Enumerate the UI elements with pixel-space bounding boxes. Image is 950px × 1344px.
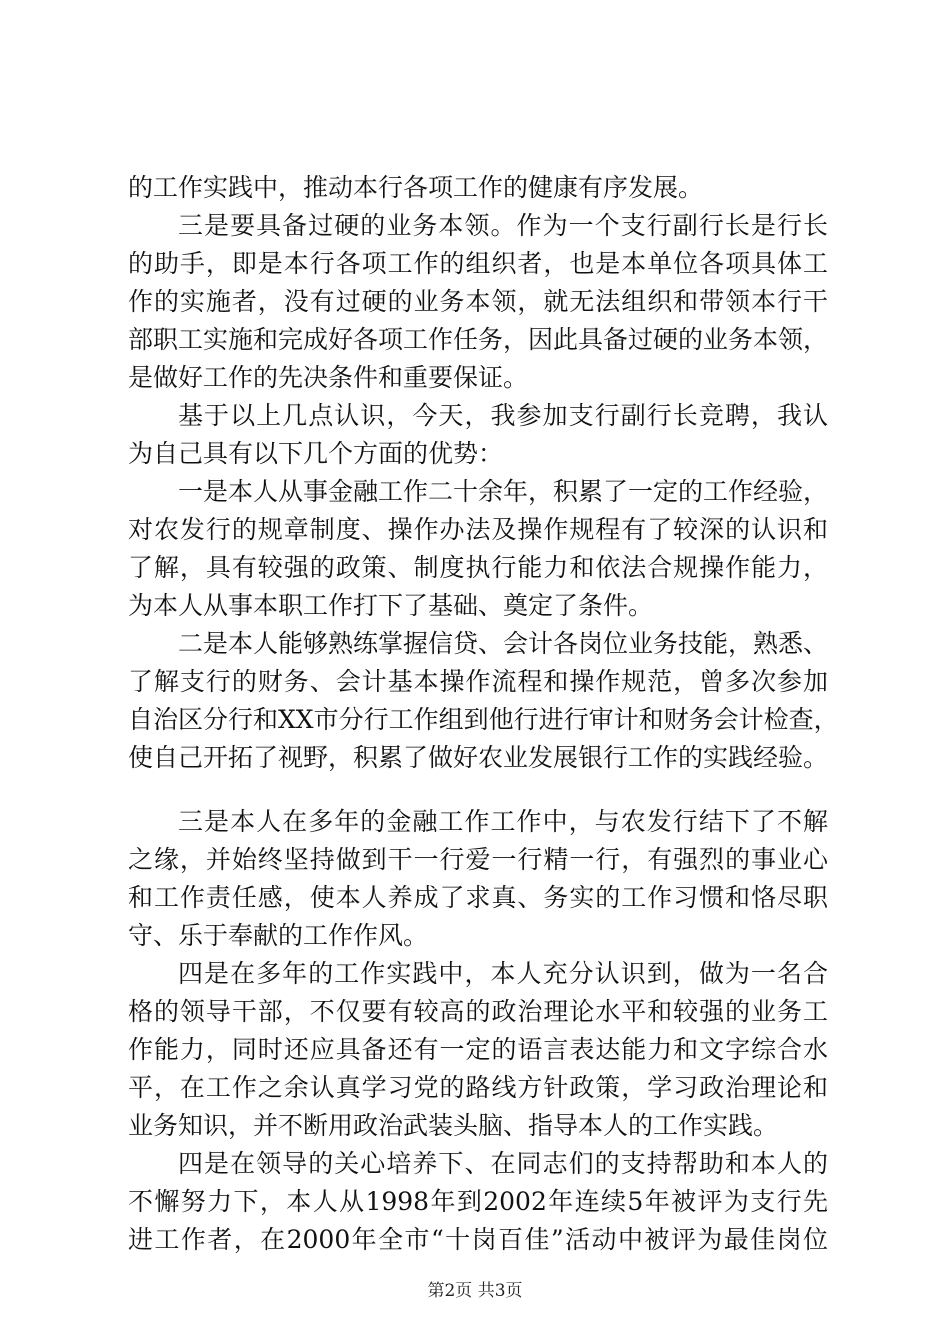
- text-line: 和工作责任感，使本人养成了求真、务实的工作习惯和恪尽职: [128, 883, 828, 912]
- text-line: 作的实施者，没有过硬的业务本领，就无法组织和带领本行干: [128, 287, 828, 316]
- text-line: 部职工实施和完成好各项工作任务，因此具备过硬的业务本领，: [128, 325, 829, 354]
- text-line: 守、乐于奉献的工作作风。: [128, 921, 429, 950]
- text-line: 为自己具有以下几个方面的优势：: [128, 439, 504, 468]
- text-line: 的工作实践中，推动本行各项工作的健康有序发展。: [128, 173, 704, 202]
- text-line: 是做好工作的先决条件和重要保证。: [128, 363, 529, 392]
- text-line: 平，在工作之余认真学习党的路线方针政策，学习政治理论和: [128, 1073, 828, 1102]
- paragraph-first-line: 三是要具备过硬的业务本领。作为一个支行副行长是行长: [178, 211, 828, 240]
- paragraph-first-line: 二是本人能够熟练掌握信贷、会计各岗位业务技能，熟悉、: [178, 629, 829, 658]
- text-line: 作能力，同时还应具备还有一定的语言表达能力和文字综合水: [128, 1035, 828, 1064]
- text-line: 对农发行的规章制度、操作办法及操作规程有了较深的认识和: [128, 515, 828, 544]
- text-line: 格的领导干部，不仅要有较高的政治理论水平和较强的业务工: [128, 997, 828, 1026]
- text-line: 为本人从事本职工作打下了基础、奠定了条件。: [128, 591, 654, 620]
- text-line: 的助手，即是本行各项工作的组织者，也是本单位各项具体工: [128, 249, 828, 278]
- paragraph-first-line: 一是本人从事金融工作二十余年，积累了一定的工作经验，: [178, 477, 829, 506]
- text-line: 之缘，并始终坚持做到干一行爱一行精一行，有强烈的事业心: [128, 845, 828, 874]
- text-line: 了解支行的财务、会计基本操作流程和操作规范，曾多次参加: [128, 667, 828, 696]
- paragraph-first-line: 三是本人在多年的金融工作工作中，与农发行结下了不解: [178, 807, 828, 836]
- paragraph-first-line: 四是在领导的关心培养下、在同志们的支持帮助和本人的: [178, 1149, 828, 1178]
- text-line: 进工作者，在2000年全市“十岗百佳”活动中被评为最佳岗位: [128, 1225, 828, 1254]
- text-line: 了解，具有较强的政策、制度执行能力和依法合规操作能力，: [128, 553, 828, 582]
- text-line: 自治区分行和XX市分行工作组到他行进行审计和财务会计检查，: [128, 705, 839, 734]
- text-line: 业务知识，并不断用政治武装头脑、指导本人的工作实践。: [128, 1111, 779, 1140]
- page-footer: 第2页 共3页: [427, 1281, 523, 1301]
- paragraph-first-line: 四是在多年的工作实践中，本人充分认识到，做为一名合: [178, 959, 828, 988]
- text-line: 使自己开拓了视野，积累了做好农业发展银行工作的实践经验。: [128, 743, 829, 772]
- text-line: 不懈努力下，本人从1998年到2002年连续5年被评为支行先: [128, 1187, 828, 1216]
- paragraph-first-line: 基于以上几点认识，今天，我参加支行副行长竞聘，我认: [178, 401, 828, 430]
